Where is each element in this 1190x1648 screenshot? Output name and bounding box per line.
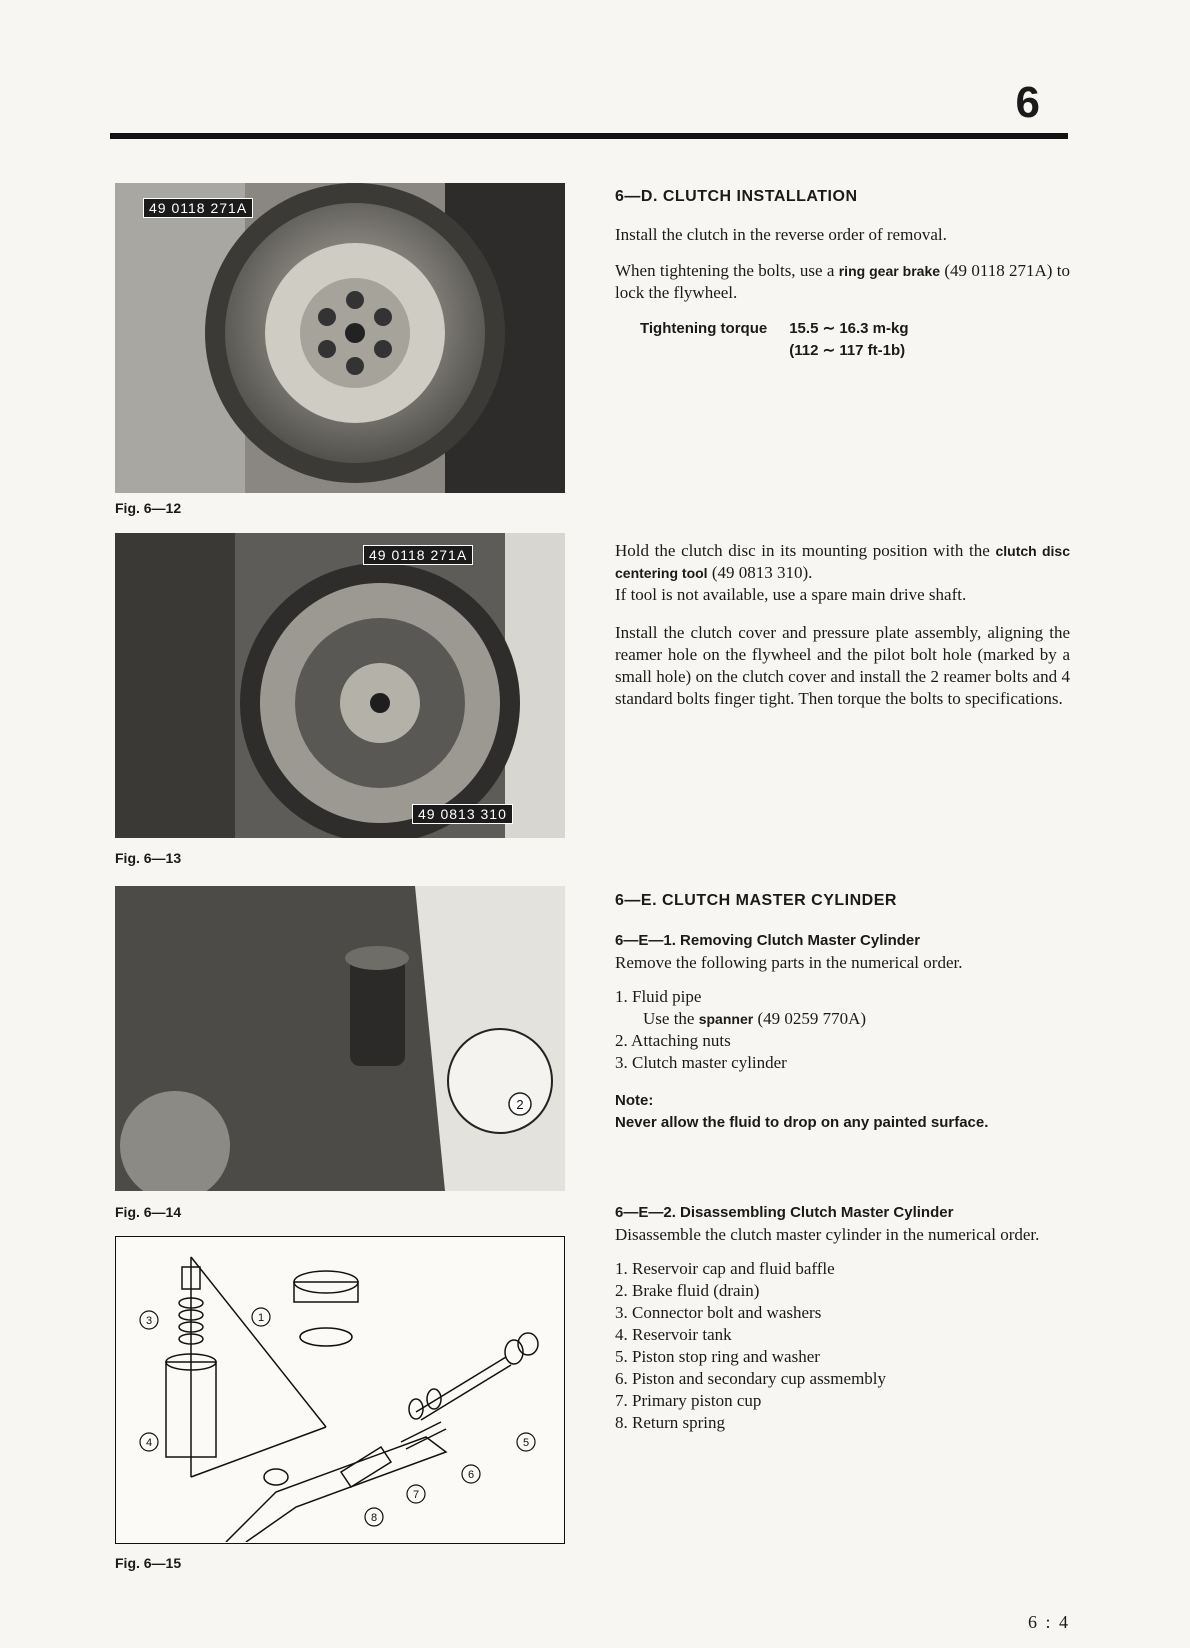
clutch-disc-photo <box>115 533 565 838</box>
torque-spec <box>615 318 1070 362</box>
figure-6-12-photo <box>115 183 565 493</box>
figure-caption: Fig. 6—13 <box>115 850 182 866</box>
page-number: 6 : 4 <box>1027 1612 1070 1632</box>
master-cylinder-photo <box>115 886 565 1191</box>
figure-6-14-photo <box>115 886 565 1191</box>
list-item: 2. Brake fluid (drain) <box>615 1281 760 1300</box>
list-item: 3. Clutch master cylinder <box>615 1053 787 1072</box>
text: Use the <box>643 1009 699 1028</box>
callout-5: 5 <box>522 1437 530 1449</box>
paragraph <box>615 540 1070 584</box>
note-label: Note: <box>615 1092 654 1109</box>
list-item: 3. Connector bolt and washers <box>615 1303 822 1322</box>
torque-value-ftlb: (112 ∼ 117 ft-1b) <box>789 342 906 359</box>
flywheel-photo <box>115 183 565 493</box>
callout-4: 4 <box>145 1437 153 1449</box>
tool-tag-ring-gear-brake: 49 0118 271A <box>363 545 473 565</box>
figure-caption: Fig. 6—12 <box>115 500 182 516</box>
subsection-heading: 6—E—2. Disassembling Clutch Master Cylinder <box>615 1204 954 1221</box>
section-heading: 6—D. CLUTCH INSTALLATION <box>615 188 858 205</box>
text: (49 0813 310). <box>707 563 813 582</box>
tool-name: spanner <box>698 1011 754 1027</box>
callout-8: 8 <box>370 1512 378 1524</box>
callout-1: 1 <box>257 1312 265 1324</box>
section-clutch-installation <box>615 186 1070 362</box>
tool-tag-centering-tool: 49 0813 310 <box>412 804 513 824</box>
callout-2: 2 <box>516 1097 524 1112</box>
list-item-sub <box>615 1009 866 1028</box>
paragraph: Install the clutch in the reverse order of removal. <box>615 225 947 244</box>
list-item: 6. Piston and secondary cup assmembly <box>615 1369 887 1388</box>
tool-tag-ring-gear-brake: 49 0118 271A <box>143 198 253 218</box>
list-item: 5. Piston stop ring and washer <box>615 1347 820 1366</box>
text: (49 0259 770A) <box>753 1009 867 1028</box>
list-item-text: 1. Fluid pipe <box>615 987 702 1006</box>
paragraph: Install the clutch cover and pressure plate assembly, aligning the reamer hole on the flywheel and the pilot bolt hole (marked by a small hole) on the clutch cover and install the 2 reamer bolts and 4 standard bolts finger tight. Then torque the bolts to specifications. <box>615 623 1070 708</box>
chapter-number: 6 <box>1015 78 1040 127</box>
torque-label: Tightening torque <box>640 320 768 337</box>
list-item: 1. Reservoir cap and fluid baffle <box>615 1259 835 1278</box>
paragraph: Remove the following parts in the numerical order. <box>615 953 963 972</box>
callout-7: 7 <box>412 1489 420 1501</box>
header-rule <box>110 133 1068 139</box>
torque-value-mkg: 15.5 ∼ 16.3 m-kg <box>789 320 909 337</box>
figure-6-15-diagram <box>115 1236 565 1544</box>
figure-caption: Fig. 6—14 <box>115 1204 182 1220</box>
section-clutch-master-cylinder <box>615 890 1070 1434</box>
text: Hold the clutch disc in its mounting position with the <box>615 541 996 560</box>
callout-6: 6 <box>467 1469 475 1481</box>
list-item: 4. Reservoir tank <box>615 1325 732 1344</box>
list-item: 2. Attaching nuts <box>615 1031 731 1050</box>
tool-name: ring gear brake <box>838 263 941 279</box>
exploded-diagram <box>116 1237 563 1542</box>
list-item: 7. Primary piston cup <box>615 1391 762 1410</box>
figure-caption: Fig. 6—15 <box>115 1555 182 1571</box>
removal-list <box>615 986 1070 1074</box>
tool-name: clutch disc centering tool <box>615 543 1071 581</box>
callout-3: 3 <box>145 1315 153 1327</box>
disassembly-list <box>615 1258 1070 1434</box>
text: (49 0118 271A) to lock the flywheel. <box>615 261 1070 302</box>
list-item <box>615 986 1070 1030</box>
paragraph: If tool is not available, use a spare main drive shaft. <box>615 585 967 604</box>
paragraph <box>615 260 1070 304</box>
text: When tightening the bolts, use a <box>615 261 839 280</box>
section-clutch-disc <box>615 540 1070 710</box>
note-text: Never allow the fluid to drop on any painted surface. <box>615 1114 989 1131</box>
section-heading: 6—E. CLUTCH MASTER CYLINDER <box>615 892 897 909</box>
subsection-heading: 6—E—1. Removing Clutch Master Cylinder <box>615 932 921 949</box>
torque-values <box>789 318 908 362</box>
figure-6-13-photo <box>115 533 565 838</box>
list-item: 8. Return spring <box>615 1413 726 1432</box>
paragraph: Disassemble the clutch master cylinder in the numerical order. <box>615 1225 1040 1244</box>
